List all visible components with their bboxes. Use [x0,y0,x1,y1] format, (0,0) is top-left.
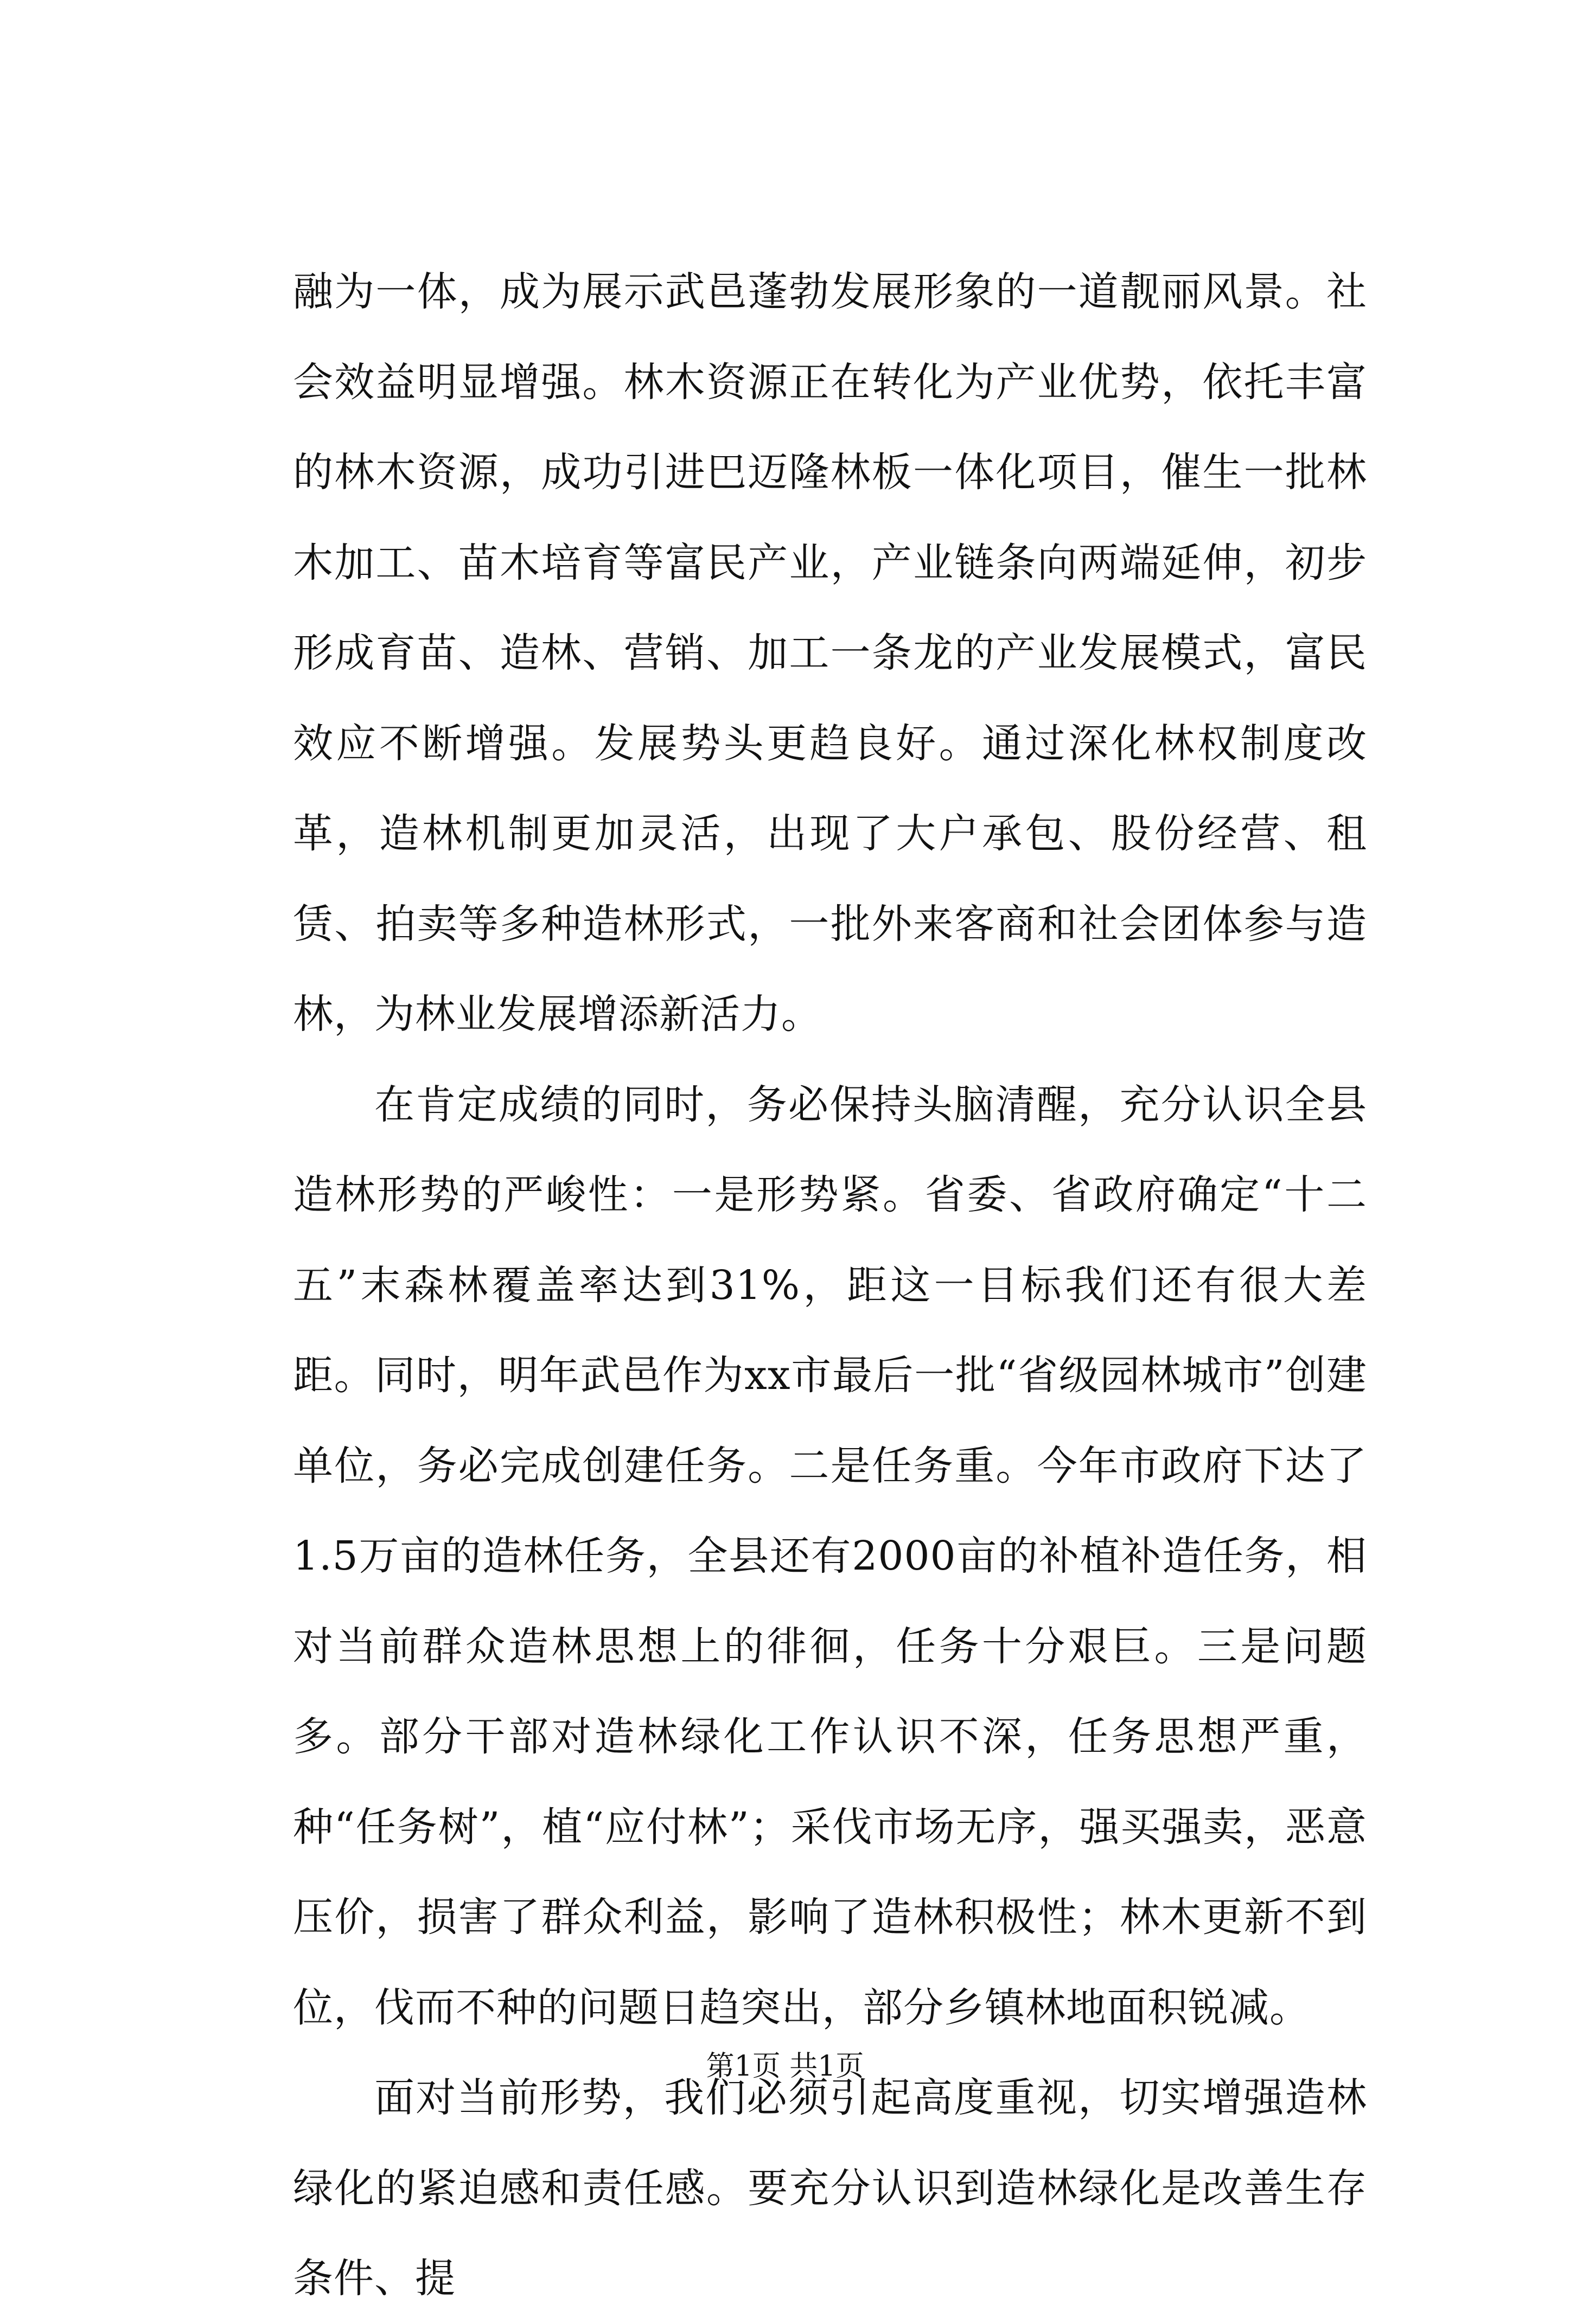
paragraph-1: 融为一体，成为展示武邑蓬勃发展形象的一道靓丽风景。社会效益明显增强。林木资源正在转化为产业优势，依托丰富的林木资源，成功引进巴迈隆林板一体化项目，催生一批林木加工、苗木培育等富民产业，产业链条向两端延伸，初步形成育苗、造林、营销、加工一条龙的产业发展模式，富民效应不断增强。发展势头更趋良好。通过深化林权制度改革，造林机制更加灵活，出现了大户承包、股份经营、租赁、拍卖等多种造林形式，一批外来客商和社会团体参与造林，为林业发展增添新活力。 [293,268,1367,1038]
page-footer: 第1页 共1页 [706,2050,864,2083]
paragraph-3: 面对当前形势，我们必须引起高度重视，切实增强造林绿化的紧迫感和责任感。要充分认识到造林绿化是改善生存条件、提 [293,2075,1367,2302]
document-body [293,247,1367,2324]
paragraph-2: 在肯定成绩的同时，务必保持头脑清醒，充分认识全县造林形势的严峻性：一是形势紧。省委、省政府确定“十二五”末森林覆盖率达到31%，距这一目标我们还有很大差距。同时，明年武邑作为xx市最后一批“省级园林城市”创建单位，务必完成创建任务。二是任务重。今年市政府下达了1.5万亩的造林任务，全县还有2000亩的补植补造任务，相对当前群众造林思想上的徘徊，任务十分艰巨。三是问题多。部分干部对造林绿化工作认识不深，任务思想严重，种“任务树”，植“应付林”；采伐市场无序，强买强卖，恶意压价，损害了群众利益，影响了造林积极性；林木更新不到位，伐而不种的问题日趋突出，部分乡镇林地面积锐减。 [293,1081,1367,2031]
